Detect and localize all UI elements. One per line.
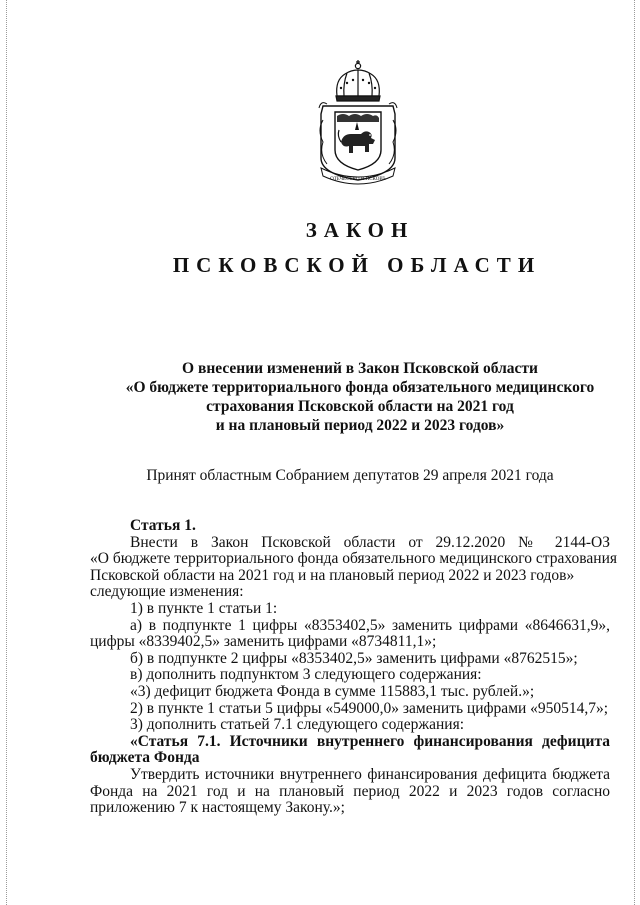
- law-title: ЗАКОН: [305, 218, 415, 242]
- coat-of-arms-emblem: [313, 58, 403, 190]
- article-line: следующие изменения:: [90, 583, 244, 601]
- article-line: 3) дополнить статьей 7.1 следующего содержания:: [130, 716, 464, 734]
- emblem-motto: ОТЕЧЕСТВО И ПСКОВЪ: [330, 177, 386, 182]
- article-line: Внести в Закон Псковской области от 29.12.2020 № 2144-ОЗ: [130, 533, 610, 551]
- law-subject-heading: [100, 359, 620, 435]
- article-line: приложению 7 к настоящему Закону.»;: [90, 799, 345, 817]
- coat-of-arms-icon: [313, 58, 403, 190]
- article-line: 1) в пункте 1 статьи 1:: [130, 599, 278, 617]
- article-1-body: [90, 517, 617, 817]
- law-region-title: ПСКОВСКОЙ ОБЛАСТИ: [172, 253, 542, 277]
- subject-line: О внесении изменений в Закон Псковской области: [182, 360, 538, 377]
- article-line: 2) в пункте 1 статьи 5 цифры «549000,0» заменить цифрами «950514,7»;: [130, 699, 609, 717]
- subject-line: страхования Псковской области на 2021 год: [206, 398, 514, 415]
- scan-edge-left: [6, 0, 7, 905]
- article-line: «О бюджете территориального фонда обязательного медицинского страхования: [90, 550, 617, 568]
- article-line: цифры «8339402,5» заменить цифрами «8734811,1»;: [90, 633, 437, 651]
- article-heading: Статья 1.: [130, 517, 196, 534]
- article-line: бюджета Фонда: [90, 749, 200, 767]
- article-line: «Статья 7.1. Источники внутреннего финансирования дефицита: [130, 732, 610, 750]
- scan-edge-right: [634, 0, 635, 905]
- article-line: б) в подпункте 2 цифры «8353402,5» заменить цифрами «8762515»;: [130, 649, 578, 667]
- article-line: Фонда на 2021 год и на плановый период 2022 и 2023 годов согласно: [90, 782, 610, 800]
- article-line: Утвердить источники внутреннего финансирования дефицита бюджета: [130, 765, 610, 783]
- article-line: «3) дефицит бюджета Фонда в сумме 115883,1 тыс. рублей.»;: [130, 682, 535, 700]
- adoption-statement: Принят областным Собранием депутатов 29 апреля 2021 года: [146, 467, 554, 484]
- subject-line: «О бюджете территориального фонда обязательного медицинского: [125, 379, 595, 396]
- article-line: в) дополнить подпунктом 3 следующего содержания:: [130, 666, 482, 684]
- subject-line: и на плановый период 2022 и 2023 годов»: [215, 417, 505, 434]
- article-line: а) в подпункте 1 цифры «8353402,5» заменить цифрами «8646631,9»,: [130, 616, 610, 634]
- article-line: Псковской области на 2021 год и на плановый период 2022 и 2023 годов»: [90, 566, 575, 584]
